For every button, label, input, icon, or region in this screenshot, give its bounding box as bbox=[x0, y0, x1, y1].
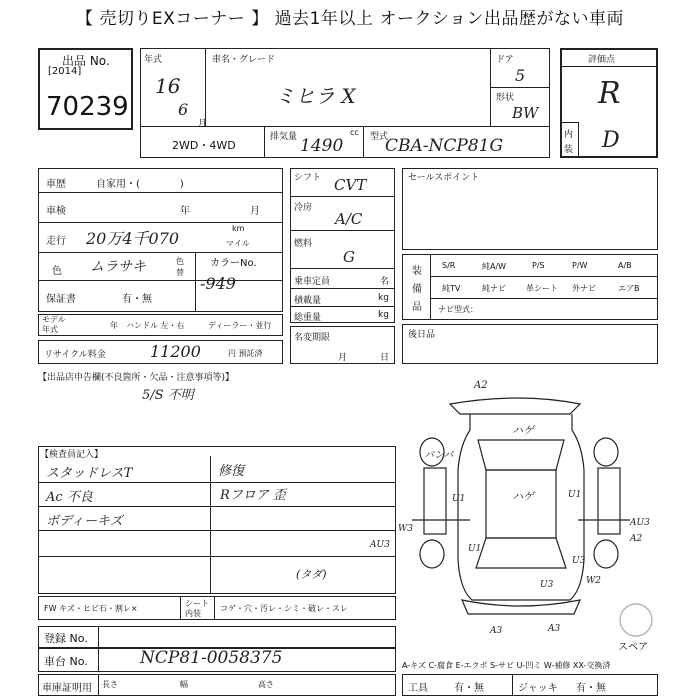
mark-a3a: A3 bbox=[490, 626, 503, 636]
inspector-note-1: スタッドレスT bbox=[46, 466, 133, 481]
page-header: 【 売切りEXコーナー 】 過去1年以上 オークション出品歴がない車両 bbox=[76, 8, 624, 29]
sales-point-label: セールスポイント bbox=[408, 173, 480, 183]
mileage-unit-mile: マイル bbox=[226, 239, 250, 248]
spare-label: スペア bbox=[618, 642, 648, 653]
jack-label: ジャッキ bbox=[518, 683, 558, 694]
equip-r1-4: A/B bbox=[618, 261, 632, 270]
shape-value: BW bbox=[512, 104, 539, 122]
equip-r2-1: 純ナビ bbox=[482, 284, 506, 293]
grade-value: R bbox=[598, 76, 621, 111]
seller-notes-label: 【出品店申告欄(不良箇所・欠品・注意事項等)】 bbox=[38, 373, 235, 383]
mark-w2: W2 bbox=[586, 576, 601, 586]
mark-u3b: U3 bbox=[540, 580, 554, 590]
ac-value: A/C bbox=[335, 210, 363, 228]
tools-options: 有・無 bbox=[454, 683, 484, 694]
inspector-note-3: ボディーキズ bbox=[46, 514, 123, 529]
fw-sheet: シート bbox=[185, 599, 209, 608]
month-value: 6 bbox=[178, 100, 189, 119]
shift-value: CVT bbox=[334, 176, 367, 194]
legend-codes: A-キズ C-腐食 E-エクボ S-サビ U-凹ミ W-補修 XX-交換済 bbox=[402, 661, 611, 670]
mark-u1c: U1 bbox=[468, 544, 482, 554]
recycle-unit: 円 預託済 bbox=[228, 349, 263, 358]
warranty-options: 有・無 bbox=[122, 294, 152, 305]
displacement-label: 排気量 bbox=[270, 132, 298, 142]
load-label: 積載量 bbox=[294, 296, 322, 306]
color-change-1: 色 bbox=[176, 257, 184, 266]
registration-label: 登録 No. bbox=[44, 632, 88, 645]
recycle-value: 11200 bbox=[150, 342, 201, 361]
mark-au3-right: AU3 bbox=[630, 518, 650, 528]
warranty-label: 保証書 bbox=[46, 294, 76, 305]
lot-year: [2014] bbox=[48, 66, 82, 77]
interior-label-1: 内 bbox=[564, 130, 574, 140]
load-unit: kg bbox=[378, 293, 389, 303]
lot-number: 70239 bbox=[46, 92, 129, 122]
mark-pa1: ハゲ bbox=[512, 424, 534, 437]
grade-label: 評価点 bbox=[588, 55, 616, 65]
ac-label: 冷房 bbox=[294, 203, 313, 213]
model-year-handle: ハンドル 左・右 bbox=[126, 321, 185, 330]
displacement-value: 1490 bbox=[300, 136, 344, 156]
interior-value: D bbox=[602, 128, 620, 153]
car-name-value: ミヒラ X bbox=[275, 84, 356, 108]
model-year-l1: モデル bbox=[42, 315, 66, 324]
color-label: 色 bbox=[52, 266, 62, 277]
inspector-note-r1: 修復 bbox=[218, 464, 245, 479]
inspector-note-2: Ac 不良 bbox=[46, 490, 93, 505]
capacity-label: 乗車定員 bbox=[294, 277, 331, 287]
equipment-label-3: 品 bbox=[412, 302, 422, 313]
fw-tabako: (タダ) bbox=[296, 568, 327, 581]
certificate-label: 車庫証明用 bbox=[42, 683, 92, 694]
door-label: ドア bbox=[496, 55, 514, 65]
interior-label-2: 装 bbox=[564, 145, 574, 155]
model-year-dealer: ディーラー・並行 bbox=[208, 321, 272, 330]
mark-au3: AU3 bbox=[370, 540, 390, 550]
equipment-label-1: 装 bbox=[412, 266, 422, 277]
total-weight-unit: kg bbox=[378, 310, 389, 320]
mark-w3: W3 bbox=[398, 524, 413, 534]
inspector-label: 【検査員記入】 bbox=[40, 450, 104, 460]
color-no-value: -949 bbox=[200, 274, 236, 293]
mark-u1b: U1 bbox=[568, 490, 582, 500]
equip-r1-2: P/S bbox=[532, 261, 545, 270]
shape-label: 形状 bbox=[496, 93, 515, 103]
mileage-unit-km: km bbox=[232, 224, 245, 233]
certificate-l1: 長さ bbox=[102, 680, 118, 689]
seller-notes-value: 5/S 不明 bbox=[142, 388, 194, 403]
mark-a2-right: A2 bbox=[630, 534, 643, 544]
inspection-label: 車検 bbox=[46, 206, 66, 217]
nav-type-label: ナビ型式： bbox=[438, 305, 478, 314]
history-value: 自家用・( ) bbox=[96, 179, 184, 190]
capacity-unit: 名 bbox=[380, 277, 390, 287]
equipment-label-2: 備 bbox=[412, 284, 422, 295]
recycle-label: リサイクル料金 bbox=[44, 350, 106, 360]
fw-legend-label: FW キズ・ヒビ石・割レ× bbox=[44, 604, 138, 613]
model-year-l2: 年式 bbox=[42, 325, 58, 334]
remarks-label: 後日品 bbox=[408, 330, 436, 340]
mark-pa2: バンパ bbox=[424, 450, 454, 461]
mark-a2-top: A2 bbox=[474, 380, 488, 391]
door-value: 5 bbox=[515, 66, 526, 85]
model-value: CBA-NCP81G bbox=[385, 136, 504, 156]
mark-u1a: U1 bbox=[452, 494, 466, 504]
equip-r2-4: エアB bbox=[618, 284, 640, 293]
chassis-label: 車台 No. bbox=[44, 655, 88, 668]
fuel-value: G bbox=[343, 248, 355, 266]
total-weight-label: 総重量 bbox=[294, 313, 322, 323]
name-change-month: 月 bbox=[338, 353, 348, 363]
equip-r2-3: 外ナビ bbox=[572, 284, 596, 293]
mark-u3a: U3 bbox=[572, 556, 586, 566]
inspection-year: 年 bbox=[180, 206, 190, 217]
car-name-label: 車名・グレード bbox=[212, 55, 276, 65]
month-unit: 月 bbox=[198, 119, 208, 129]
equip-r1-1: 純A/W bbox=[482, 262, 507, 271]
name-change-label: 名変期限 bbox=[294, 333, 331, 343]
model-year-year: 年 bbox=[110, 321, 118, 330]
year-value: 16 bbox=[155, 74, 181, 98]
equip-r1-0: S/R bbox=[442, 261, 456, 270]
tools-label: 工具 bbox=[408, 683, 428, 694]
year-label: 年式 bbox=[144, 55, 163, 65]
mileage-label: 走行 bbox=[46, 236, 66, 247]
inspector-note-r2: Rフロア 歪 bbox=[220, 488, 286, 503]
name-change-day: 日 bbox=[380, 353, 390, 363]
history-label: 車歴 bbox=[46, 179, 66, 190]
fw-naisou: 内装 bbox=[185, 609, 201, 618]
mark-a3b: A3 bbox=[548, 624, 561, 634]
inspection-month: 月 bbox=[250, 206, 260, 217]
certificate-l3: 高さ bbox=[258, 680, 274, 689]
shift-label: シフト bbox=[294, 173, 322, 183]
lot-label: 出品 No. bbox=[62, 54, 110, 68]
model-label: 型式 bbox=[370, 132, 389, 142]
chassis-value: NCP81-0058375 bbox=[140, 648, 283, 668]
displacement-unit: cc bbox=[350, 128, 359, 137]
mileage-value: 20万4千070 bbox=[86, 229, 180, 248]
color-change-2: 替 bbox=[176, 268, 184, 277]
mark-pa3: ハゲ bbox=[512, 490, 534, 503]
color-value: ムラサキ bbox=[90, 259, 146, 275]
equip-r2-0: 純TV bbox=[442, 284, 461, 293]
drive-label: 2WD・4WD bbox=[172, 139, 236, 152]
certificate-l2: 幅 bbox=[180, 680, 188, 689]
color-no-label: カラーNo. bbox=[210, 258, 257, 269]
jack-options: 有・無 bbox=[576, 683, 606, 694]
equip-r2-2: 革シート bbox=[526, 284, 558, 293]
fuel-label: 燃料 bbox=[294, 239, 313, 249]
equip-r1-3: P/W bbox=[572, 261, 588, 270]
fw-kogenote: コゲ・穴・汚レ・シミ・破レ・スレ bbox=[220, 604, 348, 613]
